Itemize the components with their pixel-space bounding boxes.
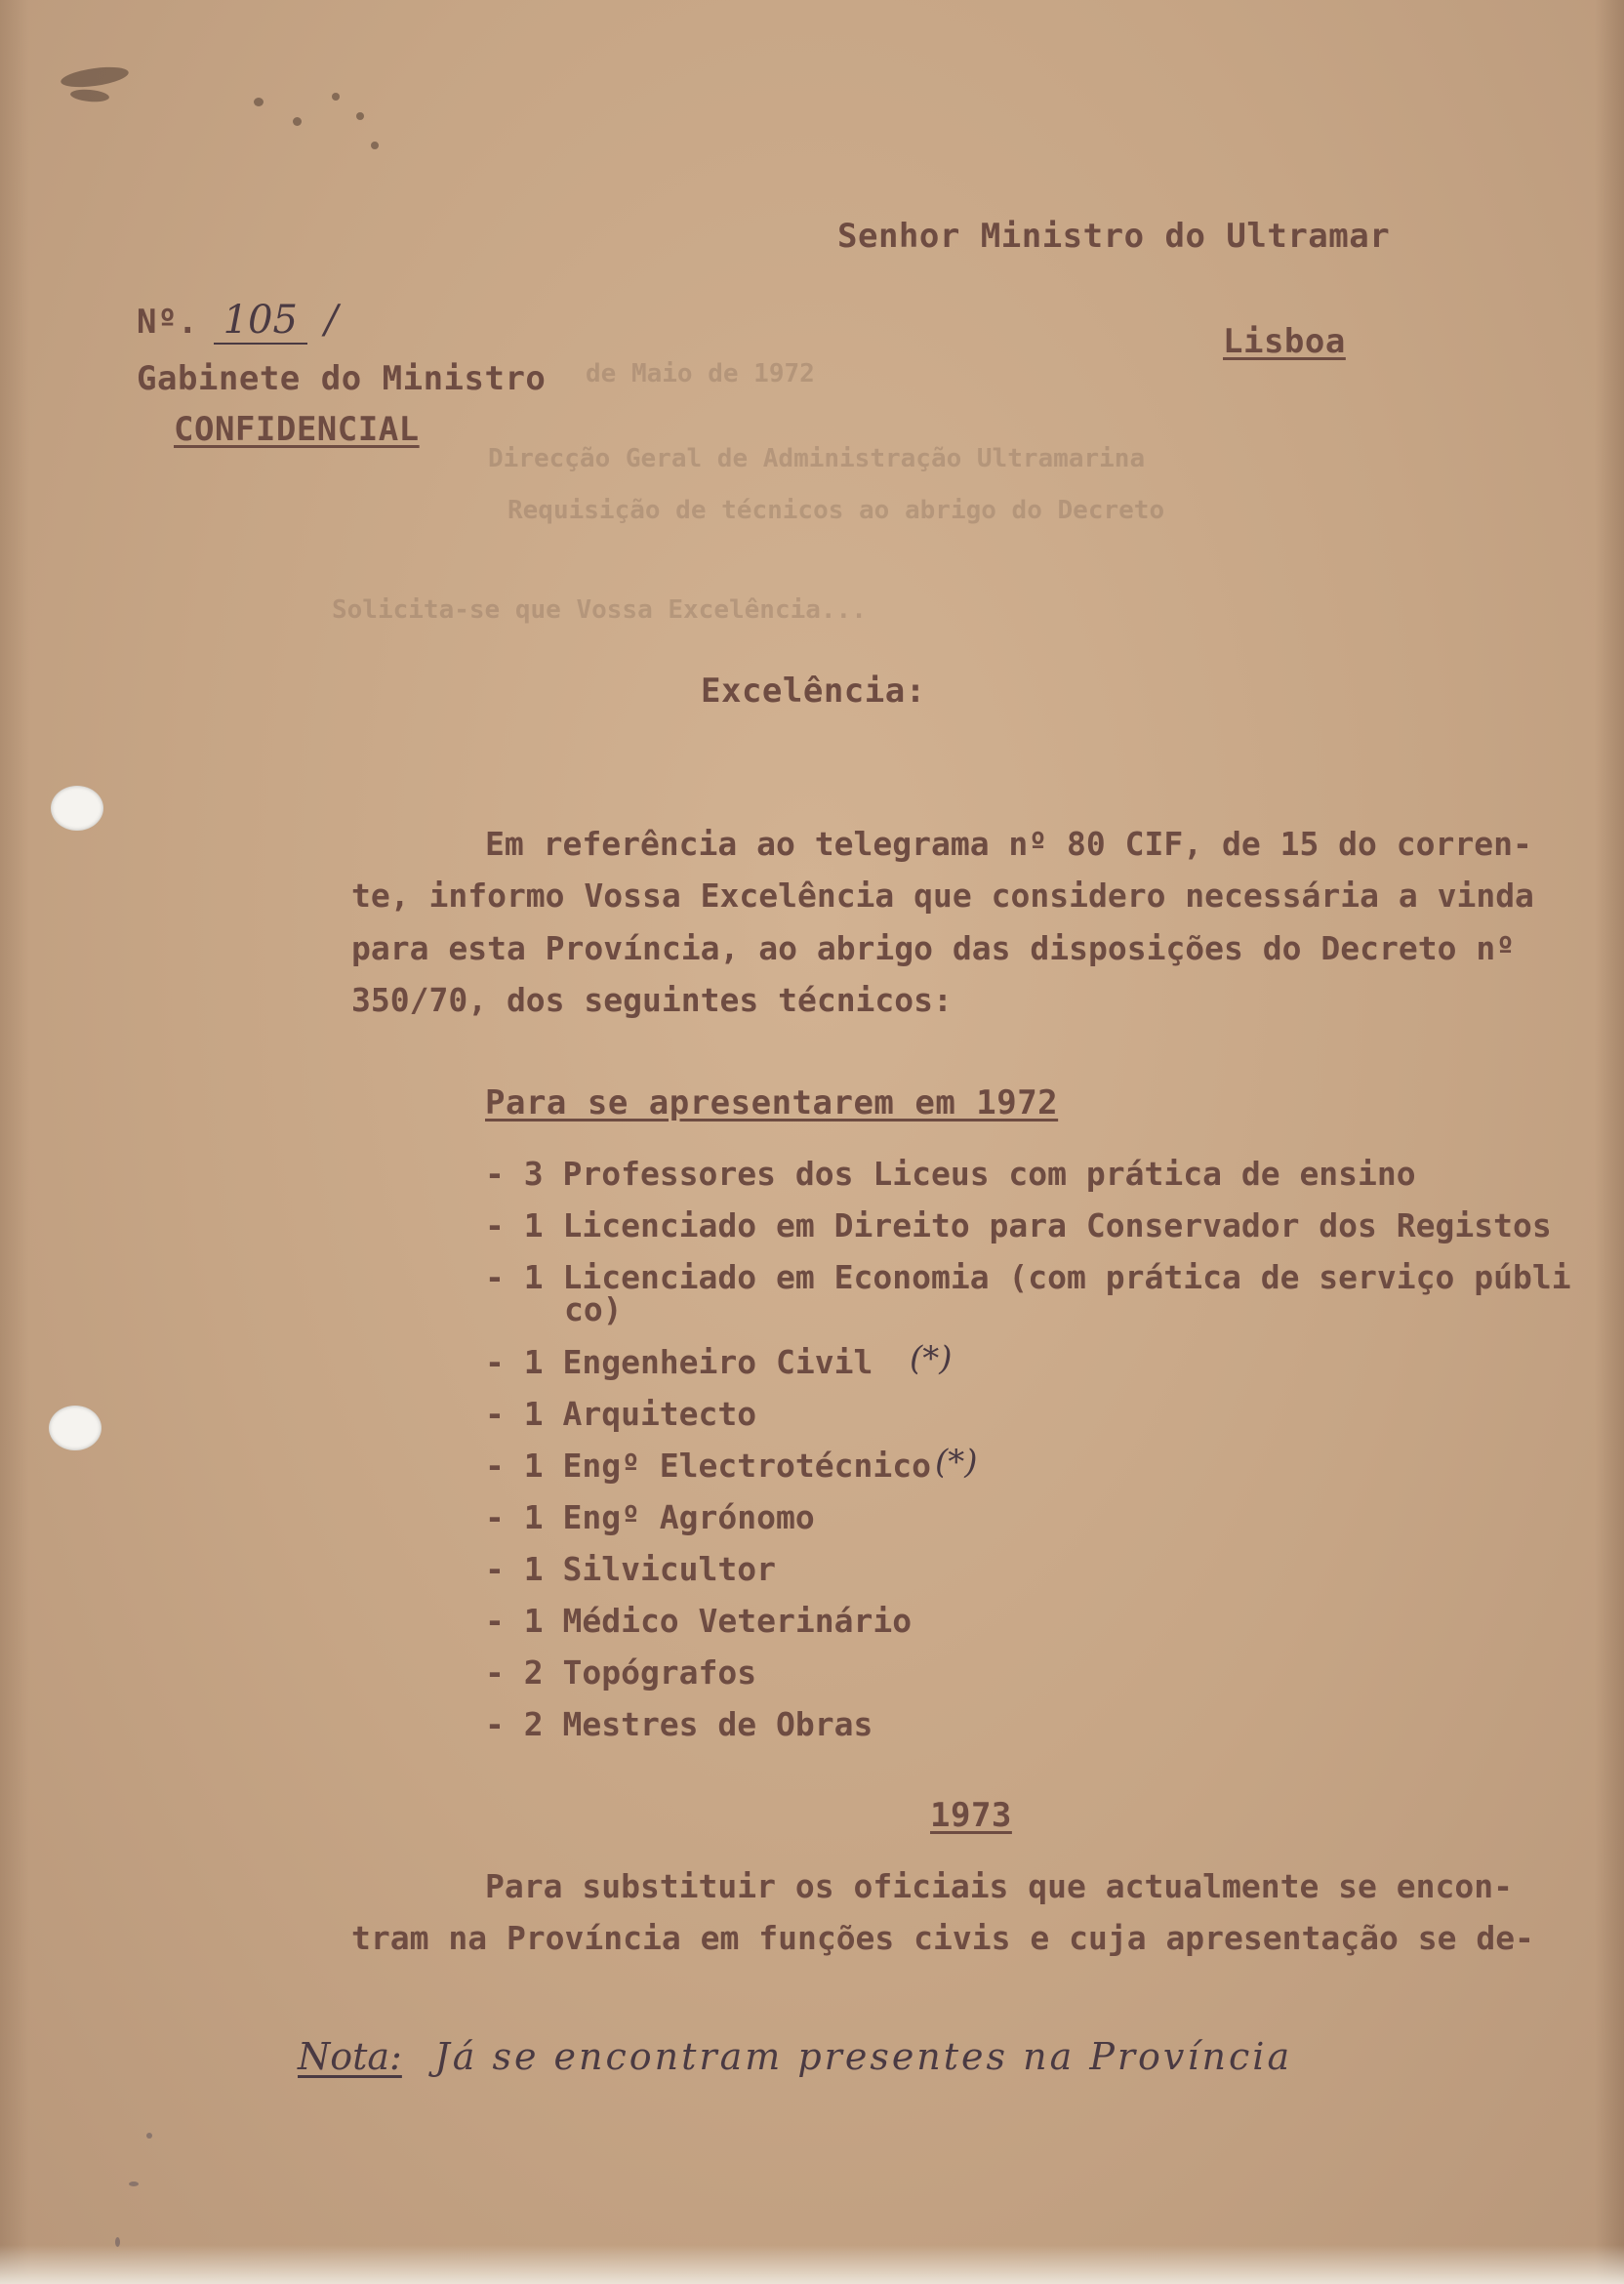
list-item: - 2 Mestres de Obras <box>485 1705 873 1743</box>
section-1973-line-2: tram na Província em funções civis e cuja apresentação se de- <box>351 1919 1534 1957</box>
body-line-4: 350/70, dos seguintes técnicos: <box>351 981 953 1019</box>
handwritten-note <box>298 2035 1292 2078</box>
body-line-1: Em referência ao telegrama nº 80 CIF, de 15 do corren- <box>485 825 1532 863</box>
note-label: Nota: <box>298 2035 402 2078</box>
classification: CONFIDENCIAL <box>174 410 420 449</box>
list-item: - 1 Engenheiro Civil <box>485 1343 873 1381</box>
list-item: - 1 Arquitecto <box>485 1395 757 1433</box>
list-item: - 1 Silvicultor <box>485 1550 777 1588</box>
section-1973-heading: 1973 <box>930 1796 1012 1835</box>
note-text: Já se encontram presentes na Província <box>434 2035 1293 2078</box>
punch-hole-bottom <box>49 1406 102 1450</box>
addressee: Senhor Ministro do Ultramar <box>837 217 1391 256</box>
city: Lisboa <box>1223 322 1346 361</box>
left-edge-shadow <box>0 0 29 2284</box>
handwritten-asterisk-2: (*) <box>935 1443 978 1482</box>
bleed-through-line-1: de Maio de 1972 <box>586 359 815 388</box>
punch-hole-top <box>51 786 103 831</box>
right-edge-shadow <box>1595 0 1624 2284</box>
list-item: - 1 Engº Agrónomo <box>485 1498 815 1536</box>
list-item-continuation: co) <box>564 1290 623 1328</box>
bottom-edge <box>0 2245 1624 2284</box>
reference-number <box>137 298 338 343</box>
slash-mark: / <box>324 298 339 343</box>
handwritten-asterisk-1: (*) <box>910 1339 953 1378</box>
office: Gabinete do Ministro <box>137 359 547 398</box>
list-item: - 1 Engº Electrotécnico <box>485 1447 931 1485</box>
number-prefix: Nº. <box>137 303 198 342</box>
body-line-3: para esta Província, ao abrigo das disposições do Decreto nº <box>351 929 1516 967</box>
section-1972-heading: Para se apresentarem em 1972 <box>485 1083 1059 1122</box>
bleed-through-line-3: Requisição de técnicos ao abrigo do Decreto <box>508 496 1165 525</box>
bleed-through-line-4: Solicita-se que Vossa Excelência... <box>332 595 867 625</box>
body-line-2: te, informo Vossa Excelência que considero necessária a vinda <box>351 877 1534 915</box>
salutation: Excelência: <box>701 672 926 711</box>
list-item: - 1 Médico Veterinário <box>485 1602 913 1640</box>
section-1973-line-1: Para substituir os oficiais que actualmente se encon- <box>485 1867 1513 1905</box>
list-item: - 2 Topógrafos <box>485 1653 757 1692</box>
list-item: - 3 Professores dos Liceus com prática de ensino <box>485 1155 1416 1193</box>
handwritten-number: 105 <box>214 298 307 345</box>
bleed-through-line-2: Direcção Geral de Administração Ultramarina <box>488 444 1146 473</box>
list-item: - 1 Licenciado em Economia (com prática de serviço públi <box>485 1258 1571 1296</box>
list-item: - 1 Licenciado em Direito para Conservador dos Registos <box>485 1206 1552 1244</box>
